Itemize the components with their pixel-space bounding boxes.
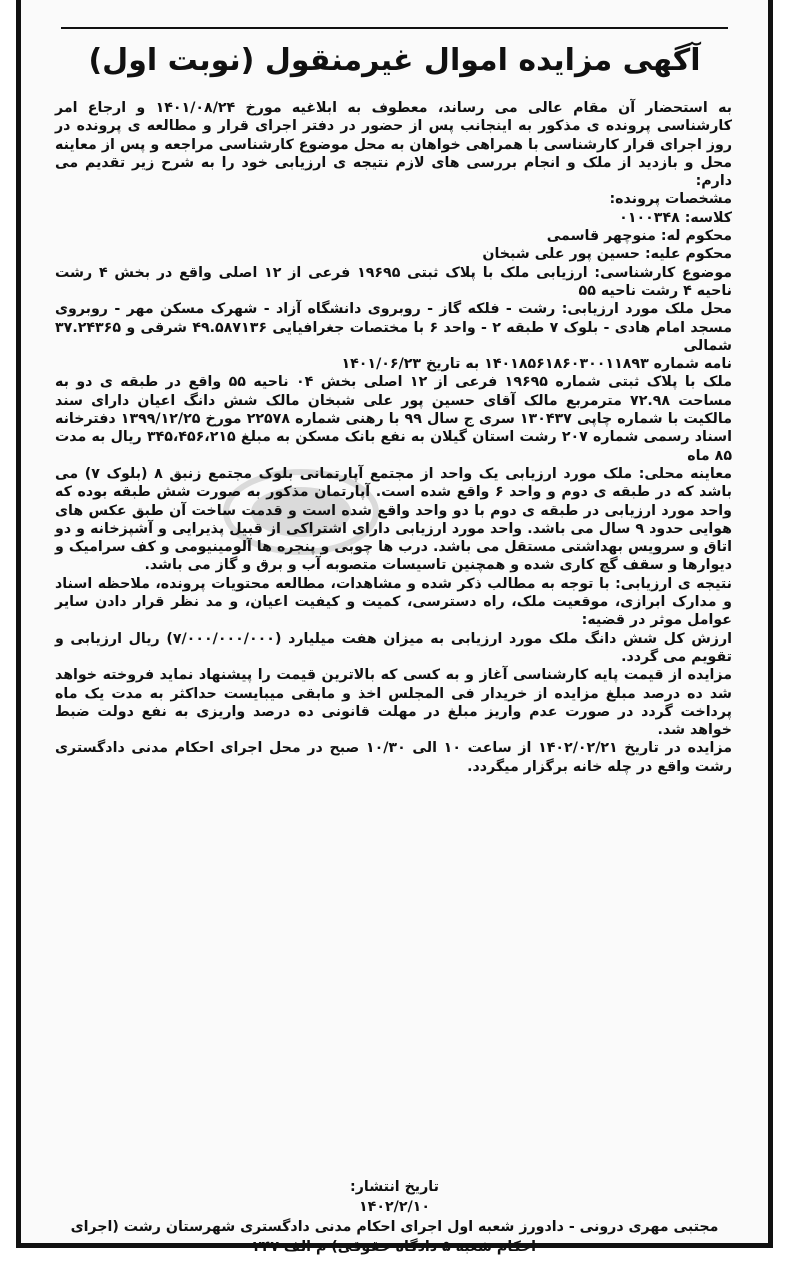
notice-body xyxy=(55,99,732,776)
paragraph-intro: به استحضار آن مقام عالی می رساند، معطوف به ابلاغیه مورخ ۱۴۰۱/۰۸/۲۴ و ارجاع امر کارشناسی پرونده ی مذکور به اینجانب پس از حضور در دفتر اجرای قرار و مطالعه ی پرونده در روز اجرای قرار کارشناسی با همراهی خواهان به محل موضوع کارشناسی مراجعه و پس از معاینه محل و بازدید از ملک و انجام بررسی های لازم نتیجه ی ارزیابی خود را به شرح زیر تقدیم می دارم: xyxy=(55,100,732,190)
paragraph-auction-terms: مزایده از قیمت پایه کارشناسی آغاز و به کسی که بالاترین قیمت را پیشنهاد نماید فروخته خواهد شد ده درصد مبلغ مزایده از خریدار فی المجلس اخذ و مابقی میبایست حداکثر به مدت یک ماه پرداخت گردد در صورت عدم واریز مبلغ در مهلت قانونی ده درصد واریزی به نفع دولت ضبط خواهد شد. xyxy=(55,667,732,739)
notice-footer xyxy=(51,1177,738,1257)
publication-date: ۱۴۰۲/۲/۱۰ xyxy=(359,1199,430,1215)
paragraph-judgment-creditor: محکوم له: منوچهر قاسمی xyxy=(546,228,732,245)
paragraph-case-number: کلاسه: ۰۱۰۰۳۴۸ xyxy=(619,209,732,226)
paragraph-site-inspection: معاینه محلی: ملک مورد ارزیابی یک واحد از مجتمع آپارتمانی بلوک مجتمع زنبق ۸ (بلوک ۷) می باشد که در طبقه ی دوم و واحد ۶ واقع شده است. آپارتمان مذکور به صورت شش طبقه بوده که واحد مورد ارزیابی در طبقه ی دوم با دو واحد واقع شده است و قدمت ساخت آن طبق عکس های هوایی حدود ۹ سال می باشد. واحد مورد ارزیابی دارای اشتراکی از قبیل پذیرایی و آشپزخانه و دو اتاق و سرویس بهداشتی مستقل می باشد. درب ها چوبی و پنجره ها آلومینیومی و کف سرامیک و دیوارها و سقف گچ کاری شده و همچنین تاسیسات متصوبه آب و برق و گاز می باشد. xyxy=(55,465,732,574)
paragraph-subject: موضوع کارشناسی: ارزیابی ملک با پلاک ثبتی ۱۹۶۹۵ فرعی از ۱۲ اصلی واقع در بخش ۴ رشت ناحیه ۴ رشت ناحیه ۵۵ xyxy=(55,264,732,299)
publication-date-label: تاریخ انتشار: xyxy=(350,1179,439,1195)
paragraph-letter-number: نامه شماره ۱۴۰۱۸۵۶۱۸۶۰۳۰۰۱۱۸۹۳ به تاریخ ۱۴۰۱/۰۶/۲۳ xyxy=(341,356,732,373)
cropped-header-strip xyxy=(61,5,728,21)
paragraph-judgment-debtor: محکوم علیه: حسین پور علی شبخان xyxy=(482,246,732,263)
paragraph-auction-date: مزایده در تاریخ ۱۴۰۲/۰۲/۲۱ از ساعت ۱۰ الی ۱۰/۳۰ صبح در محل اجرای احکام مدنی دادگستری رشت واقع در چله خانه برگزار میگردد. xyxy=(55,740,732,775)
paragraph-location: محل ملک مورد ارزیابی: رشت - فلکه گاز - روبروی دانشگاه آزاد - شهرک مسکن مهر - روبروی مسجد امام هادی - بلوک ۷ طبقه ۲ - واحد ۶ با مختصات جغرافیایی ۴۹.۵۸۷۱۳۶ شرقی و ۳۷.۲۴۳۶۵ شمالی xyxy=(55,301,732,354)
paragraph-property-registration: ملک با پلاک ثبتی شماره ۱۹۶۹۵ فرعی از ۱۲ اصلی بخش ۰۴ ناحیه ۵۵ واقع در طبقه ی دو به مساحت ۷۲.۹۸ مترمربع مالک آقای حسین پور علی شبخان مالک شش دانگ اعیان دارای سند مالکیت با شماره چاپی ۱۳۰۴۳۷ سری ج سال ۹۹ با رهنی شماره ۲۲۵۷۸ مورخ ۱۳۹۹/۱۲/۲۵ دفترخانه اسناد رسمی شماره ۲۰۷ رشت استان گیلان به نفع بانک مسکن به مبلغ ۳۴۵،۴۵۶،۲۱۵ ریال به مدت ۸۵ ماه xyxy=(55,374,732,464)
signature: مجتبی مهری درونی - دادورز شعبه اول اجرای احکام مدنی دادگستری شهرستان رشت (اجرای احکام شعبه ۵ دادگاه حقوقی) م الف ۲۴۷ xyxy=(70,1219,719,1255)
paragraph-total-value: ارزش کل شش دانگ ملک مورد ارزیابی به میزان هفت میلیارد (۷/۰۰۰/۰۰۰/۰۰۰) ریال ارزیابی و تقویم می گردد. xyxy=(55,630,732,665)
notice-frame xyxy=(16,0,773,1255)
notice-title: آگهی مزایده اموال غیرمنقول (نوبت اول) xyxy=(88,43,701,78)
paragraph-valuation-result: نتیجه ی ارزیابی: با توجه به مطالب ذکر شده و مشاهدات، مطالعه محتویات پرونده، ملاحظه اسناد و مدارک ابرازی، موقعیت ملک، راه دسترسی، کمیت و کیفیت اعیان، و مد نظر قرار دادن سایر عوامل موثر در قضیه: xyxy=(55,575,732,629)
paragraph-case-details-heading: مشخصات پرونده: xyxy=(609,191,732,208)
header-rule xyxy=(61,27,728,29)
